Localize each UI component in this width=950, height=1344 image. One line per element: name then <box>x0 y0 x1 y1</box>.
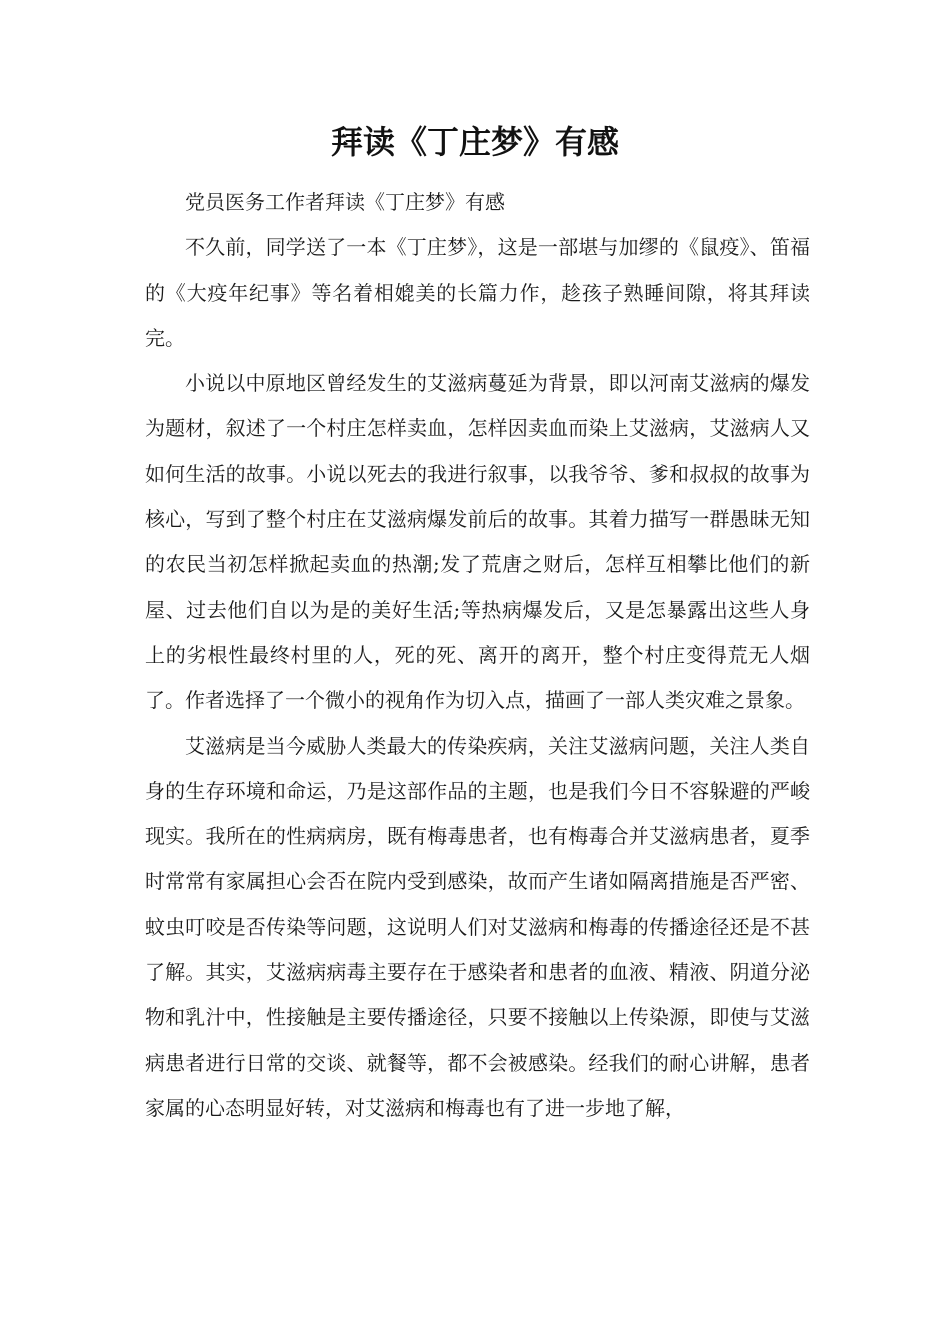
document-body <box>145 180 810 1131</box>
paragraph: 小说以中原地区曾经发生的艾滋病蔓延为背景，即以河南艾滋病的爆发为题材，叙述了一个村庄怎样卖血，怎样因卖血而染上艾滋病，艾滋病人又如何生活的故事。小说以死去的我进行叙事，以我爷爷、爹和叔叔的故事为核心，写到了整个村庄在艾滋病爆发前后的故事。其着力描写一群愚昧无知的农民当初怎样掀起卖血的热潮;发了荒唐之财后，怎样互相攀比他们的新屋、过去他们自以为是的美好生活;等热病爆发后，又是怎暴露出这些人身上的劣根性最终村里的人，死的死、离开的离开，整个村庄变得荒无人烟了。作者选择了一个微小的视角作为切入点，描画了一部人类灾难之景象。 <box>145 371 810 713</box>
document-title: 拜读《丁庄梦》有感 <box>330 123 619 161</box>
paragraph-subtitle: 党员医务工作者拜读《丁庄梦》有感 <box>185 190 505 214</box>
paragraph: 不久前，同学送了一本《丁庄梦》，这是一部堪与加缪的《鼠疫》、笛福的《大疫年纪事》等名着相媲美的长篇力作，趁孩子熟睡间隙，将其拜读完。 <box>145 235 810 350</box>
paragraph: 艾滋病是当今威胁人类最大的传染疾病，关注艾滋病问题，关注人类自身的生存环境和命运，乃是这部作品的主题，也是我们今日不容躲避的严峻现实。我所在的性病病房，既有梅毒患者，也有梅毒合并艾滋病患者，夏季时常常有家属担心会否在院内受到感染，故而产生诸如隔离措施是否严密、蚊虫叮咬是否传染等问题，这说明人们对艾滋病和梅毒的传播途径还是不甚了解。其实，艾滋病病毒主要存在于感染者和患者的血液、精液、阴道分泌物和乳汁中，性接触是主要传播途径，只要不接触以上传染源，即使与艾滋病患者进行日常的交谈、就餐等，都不会被感染。经我们的耐心讲解，患者家属的心态明显好转，对艾滋病和梅毒也有了进一步地了解， <box>145 733 810 1120</box>
